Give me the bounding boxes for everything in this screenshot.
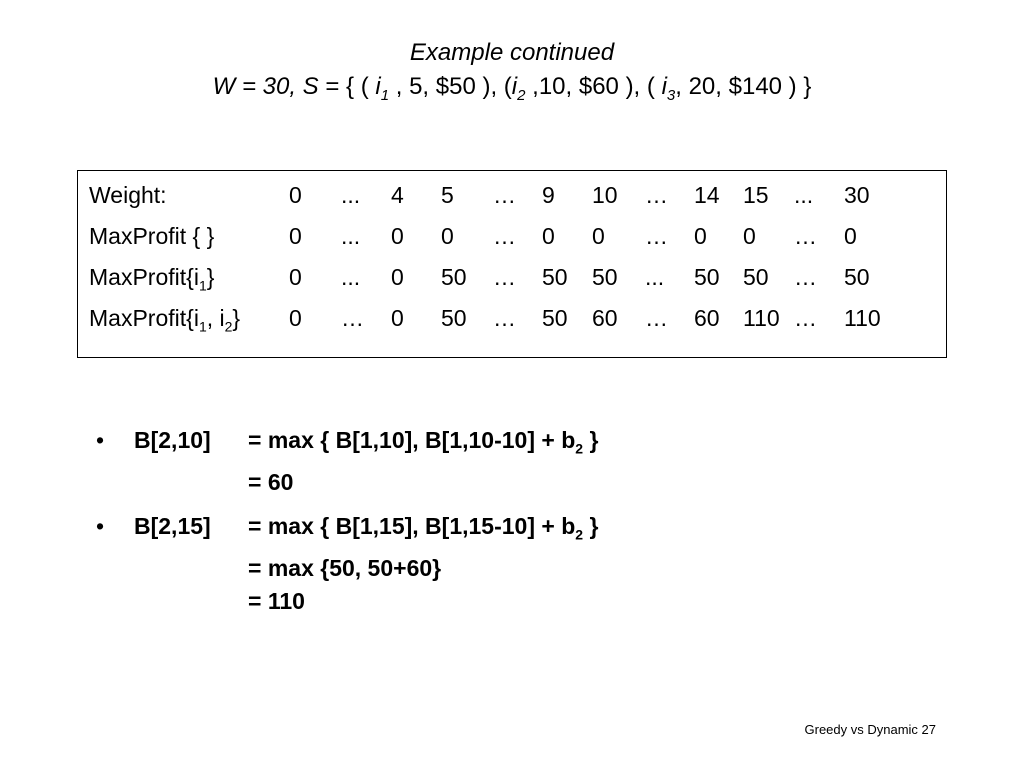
table-cell: 0 (592, 223, 605, 249)
table-cell: 0 (391, 305, 404, 331)
table-cell: 50 (441, 305, 467, 331)
table-cell: 4 (391, 182, 404, 208)
derivation-line: = max {50, 50+60} (248, 554, 442, 581)
derivation-line: = 60 (248, 468, 294, 495)
slide-footer: Greedy vs Dynamic 27 (804, 722, 936, 737)
slide-title (0, 36, 1024, 113)
table-cell: 50 (743, 264, 769, 290)
table-cell: ... (794, 182, 814, 208)
bullet-term: B[2,15] (134, 513, 211, 539)
table-cell: 0 (441, 223, 454, 249)
table-cell: 50 (441, 264, 467, 290)
table-cell: 0 (289, 264, 302, 290)
table-cell: 0 (391, 264, 404, 290)
table-cell: 14 (694, 182, 720, 208)
table-cell: … (341, 305, 364, 331)
capacity-label: W = 30, S (212, 73, 319, 100)
table-row-item1-item2 (78, 302, 946, 334)
table-cell: … (493, 223, 516, 249)
derivation-line: = max { B[1,10], $B[1,10-10] + b_2$ } (248, 427, 599, 457)
bullet-marker: • (96, 427, 105, 453)
table-cell: 10 (592, 182, 618, 208)
table-cell: … (794, 223, 817, 249)
table-cell: 50 (592, 264, 618, 290)
table-cell: ... (341, 182, 361, 208)
table-cell: ... (341, 264, 361, 290)
table-cell: 60 (592, 305, 618, 331)
table-cell: … (794, 305, 817, 331)
table-cell: … (493, 182, 516, 208)
table-cell: 110 (743, 305, 780, 331)
row-label: Weight: (89, 182, 167, 208)
table-cell: 50 (844, 264, 870, 290)
table-row-item1 (78, 261, 946, 293)
bullet-derivation (248, 510, 598, 618)
bullet-term: B[2,10] (134, 427, 211, 453)
table-cell: 50 (542, 305, 568, 331)
row-label: MaxProfit { } (89, 223, 215, 249)
table-cell: 0 (289, 182, 302, 208)
title-heading: Example continued (409, 39, 615, 66)
table-cell: 0 (391, 223, 404, 249)
table-cell: 9 (542, 182, 555, 208)
item-set-definition: W = 30, S = { ( $i_1$ , 5, $50 ), ($i_2$ ,10, $60 ), ( $i_3$, 20, $140 ) } (212, 73, 812, 104)
bullet-marker: • (96, 513, 105, 539)
dp-table (77, 170, 947, 358)
table-cell: 0 (289, 223, 302, 249)
table-cell: ... (341, 223, 361, 249)
table-cell: 15 (743, 182, 769, 208)
table-cell: 0 (542, 223, 555, 249)
table-row-weight (78, 179, 946, 211)
table-cell: 5 (441, 182, 454, 208)
table-row-empty-set (78, 220, 946, 252)
derivation-line: = 110 (248, 587, 305, 614)
table-cell: 0 (289, 305, 302, 331)
table-cell: … (645, 182, 668, 208)
table-cell: 110 (844, 305, 881, 331)
table-cell: 50 (542, 264, 568, 290)
bullet-derivation (248, 424, 598, 499)
derivation-line: = max { B[1,15], $B[1,15-10] + b_2$ } (248, 513, 599, 543)
row-label: $MaxProfit\{i_1\}$ (89, 264, 215, 294)
table-cell: … (645, 305, 668, 331)
table-cell: … (493, 264, 516, 290)
table-cell: … (794, 264, 817, 290)
table-cell: … (493, 305, 516, 331)
table-cell: 30 (844, 182, 870, 208)
table-cell: 60 (694, 305, 720, 331)
table-cell: ... (645, 264, 665, 290)
table-cell: 0 (743, 223, 756, 249)
table-cell: … (645, 223, 668, 249)
row-label: $MaxProfit\{i_1$, $i_2$} (89, 305, 241, 335)
table-cell: 0 (694, 223, 707, 249)
table-cell: 50 (694, 264, 720, 290)
table-cell: 0 (844, 223, 857, 249)
